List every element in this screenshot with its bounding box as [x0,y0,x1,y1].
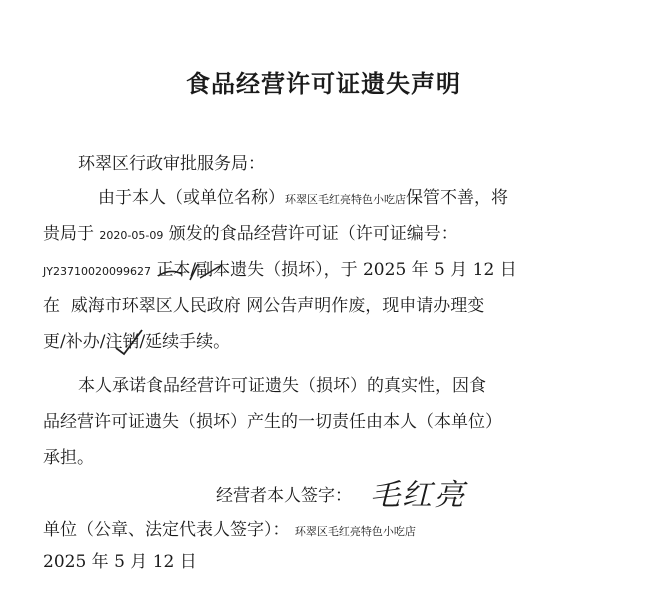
para2-line2: 品经营许可证遗失（损坏）产生的一切责任由本人（本单位） [43,412,502,432]
handwritten-signature: 毛红亮 [370,478,466,513]
unit-name: 环翠区毛红亮特色小吃店 [294,525,416,538]
para2-line3: 承担。 [43,448,94,468]
para1-line2 [43,222,458,248]
unit-label: 单位（公章、法定代表人签字）： [43,520,290,540]
unit-line [43,518,416,544]
recipient-line: 环翠区行政审批服务局： [78,154,265,174]
document-title: 食品经营许可证遗失声明 [186,70,461,98]
issue-date-fill: 2020-05-09 [99,229,164,242]
license-number-fill: JY23710020099627 [43,265,151,278]
para1-text-g: 网公告声明作废，现申请办理变 [246,296,485,316]
para1-text-f: 在 [43,296,60,316]
para1-line3 [43,258,517,284]
para1-line5: 更/补办/注销/延续手续。 [43,332,231,352]
para1-text-d: 颁发的食品经营许可证（许可证编号： [168,224,458,244]
para1-line1 [98,186,508,212]
business-name-fill: 环翠区毛红亮特色小吃店 [285,193,406,206]
document-date: 2025 年 5 月 12 日 [43,552,197,572]
para2-line1: 本人承诺食品经营许可证遗失（损坏）的真实性，因食 [78,376,486,396]
para1-text-a: 由于本人（或单位名称） [98,188,285,208]
publisher-fill: 威海市环翠区人民政府 [70,296,241,316]
para1-text-b: 保管不善，将 [406,188,508,208]
para1-line4 [43,294,484,318]
signature-label: 经营者本人签字： [216,486,352,506]
para1-text-c: 贵局于 [43,224,94,244]
para1-text-e: 正本/副本遗失（损坏），于 2025 年 5 月 12 日 [156,260,517,280]
